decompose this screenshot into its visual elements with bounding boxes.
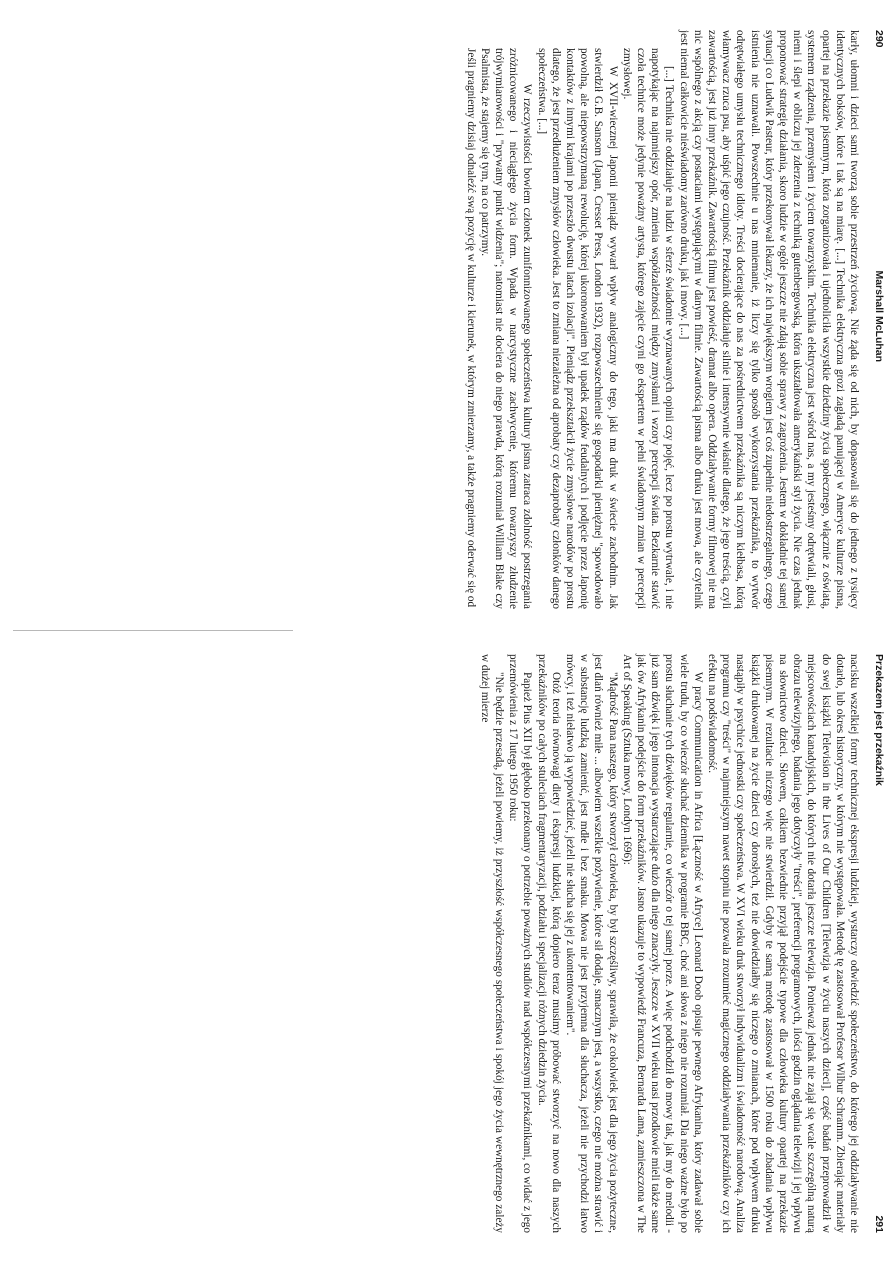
right-page — [0, 632, 893, 1263]
paragraph: Papież Pius XII był głęboko przekonany o potrzebie poważnych studiów nad współczesnymi przekaźnikami, co widać z jego przemówienia z 17 lutego 1950 roku: — [507, 654, 534, 1233]
page-gutter-divider — [13, 630, 293, 631]
left-page-header — [867, 30, 885, 609]
paragraph: Jeśli pragniemy dzisiaj odnaleźć swą pozycję w kulturze i kierunek, w którym zmierzamy, a także pragniemy oderwać się od — [464, 48, 477, 608]
right-page-number: 291 — [873, 1215, 885, 1233]
left-page — [0, 0, 893, 631]
left-page-body — [463, 30, 861, 609]
paragraph: karły, ułomni i dzieci sami tworzą sobie przestrzeń życiową. Nie żąda się od nich, by dopasowali się do jednego z tysięcy identycznych boksów, które i tak są na miarę. [...] Technika elektryczna grozi zagładą panującej w Ameryce kulturze pisma, opartej na przekazie pisemnym, która zorganizowała i ujednoliciła wszystkie dziedziny życia społecznego, włącznie z oświatą, systemem rządzenia, przemysłem i życiem towarzyskim. Technika elektryczna jest wśród nas, a my jesteśmy odrętwiali, głusi, niemi i ślepi w obliczu jej zderzenia z techniką gutenbergowską, która ukształtowała amerykański styl życia. Nie czas jednak proponować strategię działania, skoro ludzie w ogóle jeszcze nie zdają sobie sprawy z zagrożenia. Jestem w dokładnie tej samej sytuacji co Ludwik Pasteur, który przekonywał lekarzy, że ich największym wrogiem jest coś zupełnie niedostrzegalnego, czego istnienia nie uznawali. Powszechnie u nas mniemanie, iż liczy się tylko sposób wykorzystania przekaźnika, to wytwór odrętwiałego umysłu technicznego idioty. Treści docierające do nas za pośrednictwem przekaźnika są niczym kiełbasa, którą włamywacz rzuca psu, aby uśpić jego czujność. Przekaźnik oddziałuje silnie i intensywnie właśnie dlatego, że jego treścią, czyli zawartością, jest już inny przekaźnik. Zawartością filmu jest powieść, dramat albo opera. Oddziaływanie formy filmowej nie ma nic wspólnego z akcją czy postaciami występującymi w danym filmie. Zawartością pisma albo druku jest mowa, ale czytelnik jest niemal całkowicie nieświadomy zarówno druku, jak i mowy. [...] — [677, 30, 860, 609]
paragraph: nacisku wszelkiej formy technicznej ekspresji ludzkiej, wystarczy odwiedzić społeczeństwo, do którego jej oddziaływanie nie dotarło, lub okres historyczny, w którym nie występowała. Metodę tę zastosował Profesor Wilbur Schramm. Zbierając materiały do swej książki Television in the Lives of Our Children [Telewizja w życiu naszych dzieci], część badań przeprowadził w miejscowościach kanadyjskich, do których nie dotarła jeszcze telewizja. Ponieważ jednak nie zajął się wcale szczególną naturą obrazu telewizyjnego, badania jego dotyczyły "treści", preferencji programowych, ilości godzin oglądania telewizji i jej wpływu na słownictwo dzieci. Słowem, całkiem bezwiednie przyjął podejście typowe dla człowieka kultury opartej na przekazie pisemnym. W rezultacie niczego więc nie stwierdził. Gdyby te samą metodę zastosował w 1500 roku do zbadania wpływu książki drukowanej na życie dzieci czy dorosłych, też nie dowiedziałby się niczego o zmianach, które pod wpływem druku nastąpiły w psychice jednostki czy społeczeństwa. W XVI wieku druk stworzył indywidualizm i świadomość narodową. Analiza programu czy "treści" w najmniejszym nawet stopniu nie pozwala zrozumieć magicznego oddziaływania przekaźników czy ich efektu na podświadomość. — [705, 654, 860, 1233]
left-running-head: Marshall McLuhan — [873, 270, 885, 363]
paragraph: Otóż teoria równowagi diety i ekspresji ludzkiej, którą dopiero teraz musimy próbować stworzyć na nowo dla naszych przekaźników po całych stuleciach fragmentaryzacji, podziału i specjalizacji różnych dziedzin życia. — [535, 654, 562, 1233]
right-page-body — [478, 654, 861, 1233]
paragraph: W pracy Communication in Africa [Łączność w Afryce] Leonard Doob opisuje pewnego Afrykanina, który zadawał sobie wiele trudu, by co wieczór słuchać dziennika w programie BBC, choć ani słowa z niego nie rozumiał. Dla niego ważne było po prostu słuchanie tych dźwięków regularnie, co wieczór o tej samej porze. A więc podchodził do mowy tak, jak my do melodii - już sam dźwięk i jego intonacja wystarczające dużo dla niego znaczyły. Jeszcze w XVII wieku nasi przodkowie mieli także same jak ów Afrykanin podejście do form przekaźników. Jasno ukazuje to wypowiedź Francuza, Bernarda Lama, zamieszczona w The Art of Speaking (Sztuka mowy, Londyn 1696): — [620, 654, 704, 1233]
right-running-head: Przekazem jest przekaźnik — [873, 654, 885, 786]
quote-paragraph: W XVII-wiecznej Japonii pieniądz wywarł wpływ analogiczny do tego, jaki ma druk w świecie zachodnim. Jak stwierdził G.B. Sansom (Japan, Cresset Press, London 1932), rozpowszechnienie się gospodarki pieniężnej "spowodowało powolną, ale niepowstrzymaną rewolucję, której ukoronowaniem był upadek rządów feudalnych i podjęcie przez Japonię kontaktów z innymi krajami po przeszło dwustu latach izolacji". Pieniądz przekształcił życie zmysłowe narodów po prostu dlatego, że jest przedłużeniem zmysłów człowieka. Jest to zmiana niezależna od aprobaty czy dezaprobaty członków danego społeczeństwa. [...] — [535, 48, 619, 609]
quote-paragraph: "Nie będzie przesadą, jeżeli powiemy, iż przyszłość współczesnego społeczeństwa i spokój jego życia wewnętrznego zależy w dużej mierze — [478, 654, 505, 1233]
quote-paragraph: "Mądrość Pana naszego, który stworzył człowieka, by był szczęśliwy, sprawiła, że cokolwiek jest dla jego życia pożyteczne, jest dlań również miłe ... albowiem wszelkie pożywienie, które sił dodaje, smacznym jest, a wszystko, czego nie można strawić i w substancję ludzką zamienić, jest mdłe i bez smaku. Mowa nie jest przyjemna dla słuchacza, jeżeli nie przychodzi łatwo mówcy, i też niełatwo ją wypowiedzieć, jeżeli nie słucha się jej z ukontentowaniem". — [563, 654, 619, 1233]
quote-paragraph: W rzeczywistości bowiem członek zunifonnizowanego społeczeństwa kultury pisma zatraca zdolność postrzegania zróżnicowanego i nieciągłego życia form. Wpada w narcystyczne zachwycenie, któremu towarzyszy złudzenie trójwymiarowości i "prywatny punkt widzenia"; natomiast nie dociera do niego prawda, którą rozumiał William Blake czy Psalmista, że stajemy się tym, na co patrzymy. — [478, 48, 534, 609]
quote-paragraph: [...] Technika nie oddziałuje na ludzi w sferze świadomie wyznawanych opinii czy pojęć, lecz po prostu wytrwale, i nie napotykając na najmniejszy opór, zmienia współzależności między zmysłami i wzory percepcji świata. Bezkarnie stawić czoła technice może jedynie poważny artysta, którego zajęcie czyni go ekspertem w pełni świadomym zmian w percepcji zmysłowej. — [620, 48, 676, 609]
left-page-number: 290 — [873, 30, 885, 48]
right-page-header — [867, 654, 885, 1233]
